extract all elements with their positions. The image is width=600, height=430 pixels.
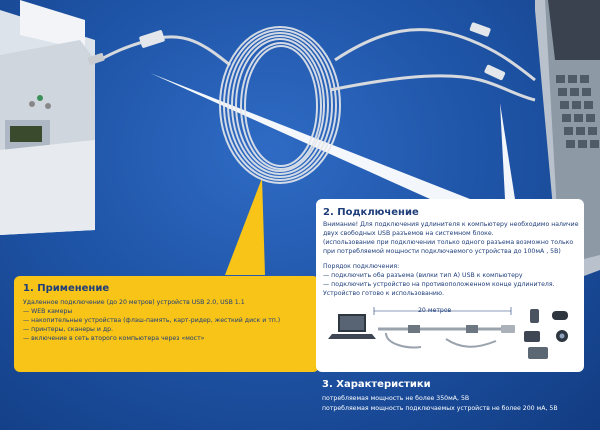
application-line: — WEB камеры	[23, 308, 73, 315]
characteristics-line: потребляемая мощность подключаемых устройств не более 200 мА, 5В	[322, 405, 558, 412]
connection-line: при потребляемой мощности подключаемого устройства до 100мА , 5В)	[323, 248, 561, 255]
connection-line: Устройство готово к использованию.	[323, 290, 445, 297]
connection-line: — подключить устройство на противоположенном конце удлинителя.	[323, 281, 555, 288]
white-pointer-left	[150, 73, 470, 199]
application-line: — накопительные устройства (флэш-память, карт-ридер, жесткий диск и тп.)	[23, 317, 281, 324]
usb-plug-icon	[139, 30, 166, 49]
application-title: 1. Применение	[23, 283, 110, 294]
cable-coil-icon	[220, 27, 340, 183]
connection-line: — подключить оба разъема (вилки тип А) USB к компьютеру	[323, 272, 523, 279]
characteristics-title: 3. Характеристики	[322, 379, 431, 390]
characteristics-line: потребляемая мощность не более 350мА, 5В	[322, 395, 470, 402]
printer-icon	[0, 0, 95, 235]
connection-title: 2. Подключение	[323, 207, 419, 218]
connection-line: (использование при подключении только одного разъема возможно только	[323, 239, 574, 246]
application-line: Удаленное подключение (до 20 метров) устройств USB 2.0, USB 1.1	[23, 299, 245, 306]
mp3-player-icon	[530, 309, 539, 323]
white-pointer-right	[500, 103, 515, 199]
application-line: — включение в сеть второго компьютера через «мост»	[23, 335, 205, 342]
yellow-pointer	[225, 178, 265, 275]
application-callout	[14, 276, 319, 372]
application-line: — принтеры, сканеры и др.	[23, 326, 114, 333]
connection-line: Порядок подключения:	[323, 263, 400, 270]
external-drive-icon	[528, 347, 548, 359]
laptop-small-icon	[328, 314, 376, 339]
connection-line: Внимание! Для подключения удлинителя к компьютеру необходимо наличие	[323, 221, 579, 228]
gamepad-icon	[552, 311, 568, 320]
connection-callout	[316, 199, 584, 372]
connection-line: двух свободных USB разъемов на системном блоке.	[323, 230, 494, 237]
cable-length-label: 20 метров	[418, 307, 452, 314]
cable-right	[335, 30, 535, 80]
camera-icon	[524, 331, 540, 342]
